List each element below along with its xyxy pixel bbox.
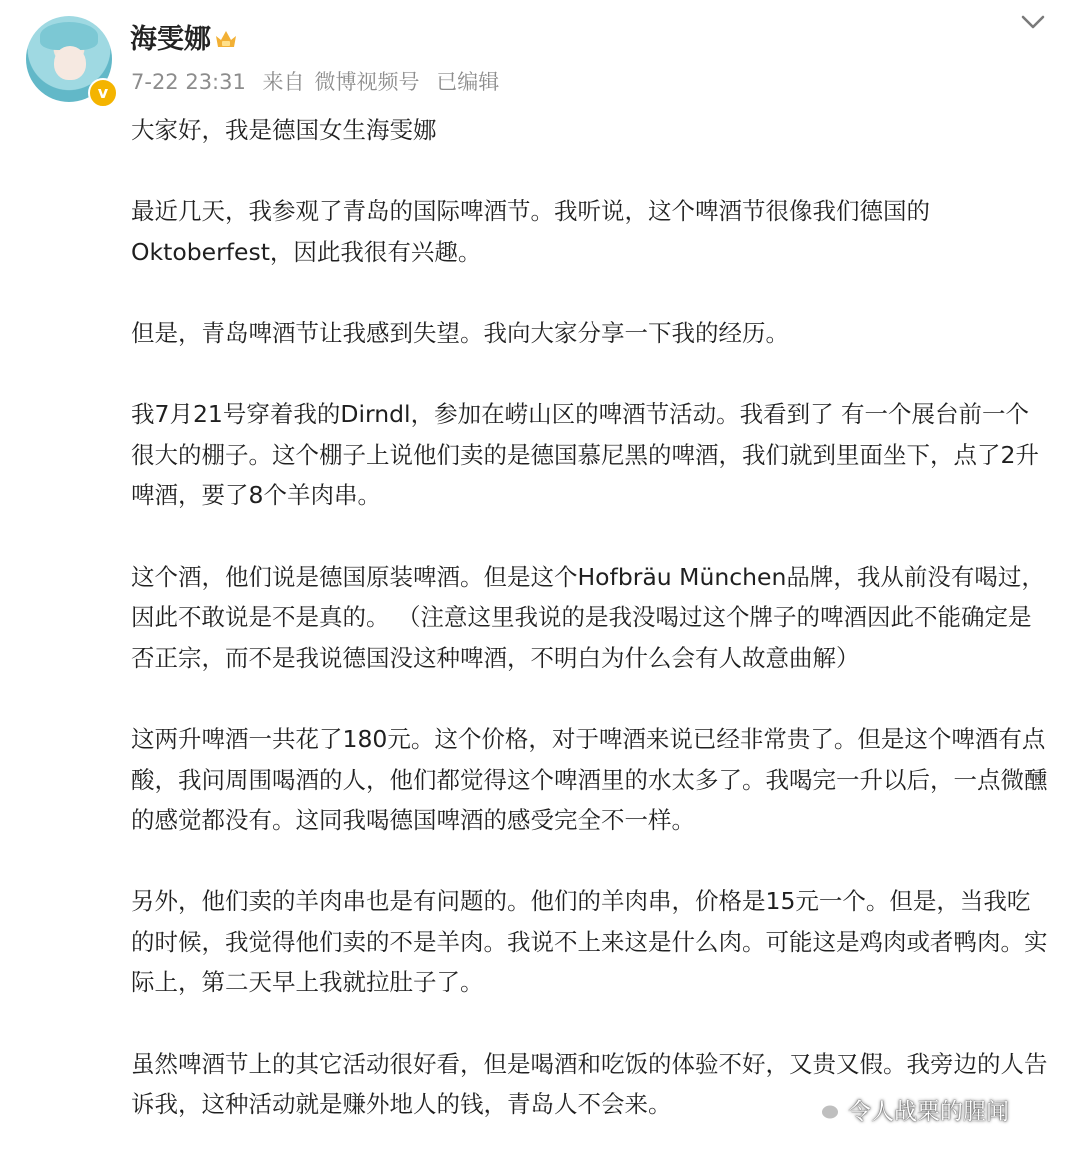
post-paragraph: 最近几天，我参观了青岛的国际啤酒节。我听说，这个啤酒节很像我们德国的Oktoberfest，因此我很有兴趣。 bbox=[131, 197, 930, 266]
post-header bbox=[0, 0, 1080, 115]
post-paragraph: 另外，他们卖的羊肉串也是有问题的。他们的羊肉串，价格是15元一个。但是，当我吃的时候，我觉得他们卖的不是羊肉。我说不上来这是什么肉。可能这是鸡肉或者鸭肉。实际上，第二天早上我就拉肚子了。 bbox=[131, 887, 1048, 997]
post-paragraph: 这个酒，他们说是德国原装啤酒。但是这个Hofbräu München品牌，我从前没有喝过，因此不敢说是不是真的。 （注意这里我说的是我没喝过这个牌子的啤酒因此不能确定是否正宗，而不是我说德国没这种啤酒，不明白为什么会有人故意曲解） bbox=[131, 562, 1045, 672]
post-paragraph: 虽然啤酒节上的其它活动很好看，但是喝酒和吃饭的体验不好，又贵又假。我旁边的人告诉我，这种活动就是赚外地人的钱，青岛人不会来。 bbox=[131, 1049, 1048, 1119]
watermark-text: 令人战栗的腥闻 bbox=[848, 1098, 1009, 1125]
post-meta bbox=[131, 66, 509, 98]
post-body bbox=[131, 110, 1051, 1165]
post-paragraph: 我7月21号穿着我的Dirndl，参加在崂山区的啤酒节活动。我看到了 有一个展台前一个很大的棚子。这个棚子上说他们卖的是德国慕尼黑的啤酒，我们就到里面坐下，点了2升啤酒，要了8个羊肉串。 bbox=[131, 400, 1039, 510]
wechat-icon bbox=[808, 1095, 842, 1123]
source-prefix: 来自 bbox=[262, 70, 305, 94]
avatar-face bbox=[54, 46, 86, 80]
chevron-down-icon[interactable] bbox=[1018, 10, 1048, 34]
post-paragraph: 这两升啤酒一共花了180元。这个价格，对于啤酒来说已经非常贵了。但是这个啤酒有点酸，我问周围喝酒的人，他们都觉得这个啤酒里的水太多了。我喝完一升以后，一点微醺的感觉都没有。这同我喝德国啤酒的感受完全不一样。 bbox=[131, 724, 1048, 835]
post-paragraph: 大家好，我是德国女生海雯娜 bbox=[131, 116, 437, 144]
edited-label[interactable]: 已编辑 bbox=[436, 70, 500, 94]
verified-badge-icon: v bbox=[88, 78, 118, 108]
member-crown-icon[interactable] bbox=[214, 28, 238, 50]
author-name[interactable]: 海雯娜 bbox=[130, 24, 211, 55]
watermark bbox=[808, 1092, 1009, 1126]
post-source[interactable]: 微博视频号 bbox=[314, 70, 420, 94]
post-paragraph: 但是，青岛啤酒节让我感到失望。我向大家分享一下我的经历。 bbox=[131, 318, 789, 347]
post-time: 7-22 23:31 bbox=[131, 70, 246, 94]
